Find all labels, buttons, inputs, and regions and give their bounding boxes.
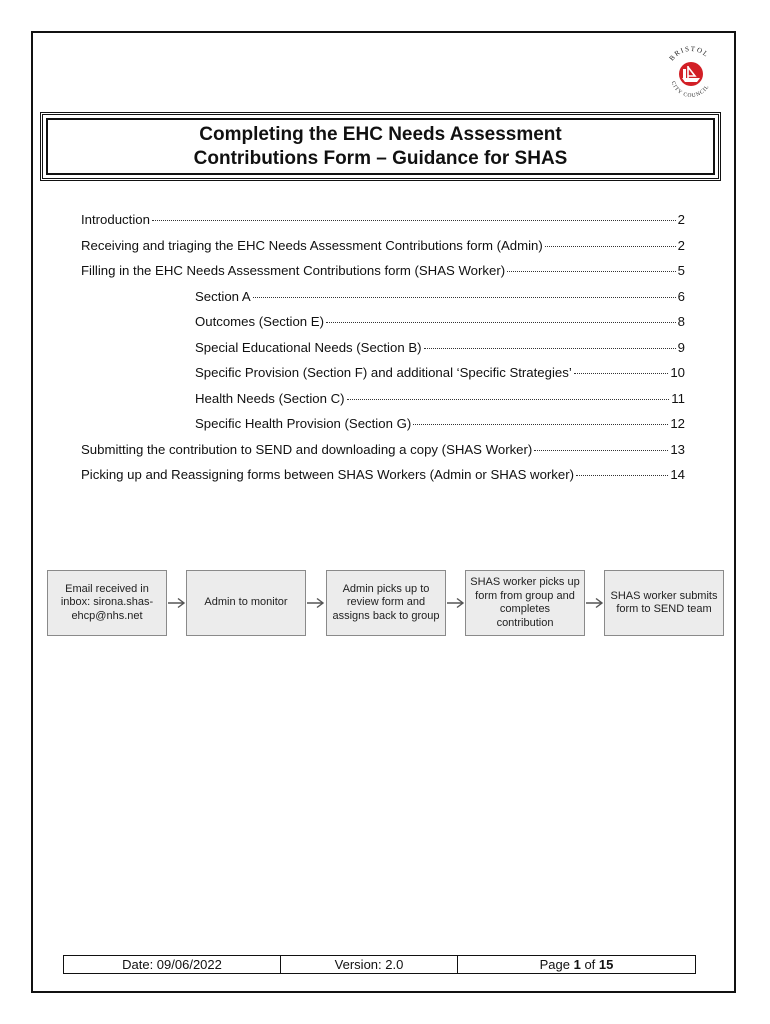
toc-entry[interactable]: [81, 442, 685, 468]
toc-entry-label: Introduction: [81, 212, 150, 227]
toc-entry-label: Specific Provision (Section F) and additional ‘Specific Strategies’: [195, 365, 572, 380]
toc-entry[interactable]: [81, 365, 685, 391]
toc-entry[interactable]: [81, 314, 685, 340]
footer-date: Date: 09/06/2022: [122, 957, 222, 972]
toc-entry[interactable]: [81, 263, 685, 289]
toc-entry-label: Specific Health Provision (Section G): [195, 416, 412, 431]
toc-entry[interactable]: [81, 391, 685, 417]
flow-step-4: SHAS worker picks up form from group and completes contribution: [465, 570, 585, 636]
document-title-box: [40, 112, 721, 181]
toc-entry-page: 2: [677, 237, 685, 253]
toc-entry-page: 12: [670, 416, 685, 431]
footer-page-number: [457, 956, 695, 973]
toc-dot-leader: [545, 246, 676, 247]
toc-entry-page: 6: [677, 288, 685, 304]
table-of-contents: [81, 212, 685, 493]
toc-entry[interactable]: [81, 289, 685, 315]
toc-entry-page: 2: [677, 212, 685, 227]
toc-dot-leader: [253, 297, 676, 298]
flow-arrow-icon: [168, 597, 186, 609]
svg-text:BRISTOL: BRISTOL: [667, 44, 711, 63]
toc-dot-leader: [507, 271, 676, 272]
toc-entry-label: Picking up and Reassigning forms between SHAS Workers (Admin or SHAS worker): [81, 467, 575, 482]
page-footer: [63, 955, 696, 974]
flow-step-2: Admin to monitor: [186, 570, 306, 636]
document-title-line-1: Completing the EHC Needs Assessment: [199, 123, 562, 145]
toc-entry[interactable]: [81, 467, 685, 493]
flow-arrow-icon: [307, 597, 325, 609]
toc-entry[interactable]: [81, 238, 685, 264]
svg-text:CITY COUNCIL: CITY COUNCIL: [669, 80, 711, 100]
toc-entry-page: 14: [670, 467, 685, 482]
toc-entry-label: Section A: [195, 288, 251, 304]
toc-dot-leader: [424, 348, 676, 349]
toc-dot-leader: [347, 399, 670, 400]
toc-entry-page: 10: [670, 365, 685, 380]
toc-dot-leader: [576, 475, 668, 476]
toc-entry-page: 9: [677, 339, 685, 355]
toc-entry-label: Receiving and triaging the EHC Needs Assessment Contributions form (Admin): [81, 237, 543, 253]
toc-entry-page: 13: [670, 441, 685, 457]
flow-arrow-icon: [447, 597, 465, 609]
toc-dot-leader: [413, 424, 668, 425]
toc-entry-page: 11: [671, 390, 685, 406]
flow-step-3: Admin picks up to review form and assigns back to group: [326, 570, 446, 636]
toc-entry-label: Submitting the contribution to SEND and downloading a copy (SHAS Worker): [81, 441, 533, 457]
toc-entry-page: 8: [677, 314, 685, 329]
footer-version: Version: 2.0: [280, 956, 457, 973]
flow-arrow-icon: [586, 597, 604, 609]
toc-dot-leader: [534, 450, 668, 451]
bristol-city-council-logo-icon: [661, 43, 721, 103]
toc-dot-leader: [326, 322, 676, 323]
process-flow-diagram: [47, 570, 727, 640]
footer-page-prefix: Page: [539, 957, 574, 972]
toc-entry-label: Health Needs (Section C): [195, 390, 345, 406]
flow-step-5: SHAS worker submits form to SEND team: [604, 570, 724, 636]
toc-entry-label: Special Educational Needs (Section B): [195, 339, 422, 355]
toc-entry[interactable]: [81, 340, 685, 366]
footer-page-current: 1: [573, 957, 581, 972]
toc-entry[interactable]: [81, 212, 685, 238]
toc-dot-leader: [152, 220, 676, 221]
footer-page-total: 15: [598, 957, 614, 972]
toc-entry[interactable]: [81, 416, 685, 442]
toc-entry-label: Outcomes (Section E): [195, 314, 324, 329]
toc-dot-leader: [574, 373, 669, 374]
flow-step-1: Email received in inbox: sirona.shas-ehcp@nhs.net: [47, 570, 167, 636]
toc-entry-label: Filling in the EHC Needs Assessment Contributions form (SHAS Worker): [81, 263, 506, 278]
footer-page-mid: of: [580, 957, 599, 972]
document-title-line-2: Contributions Form – Guidance for SHAS: [193, 147, 568, 169]
toc-entry-page: 5: [677, 263, 685, 278]
